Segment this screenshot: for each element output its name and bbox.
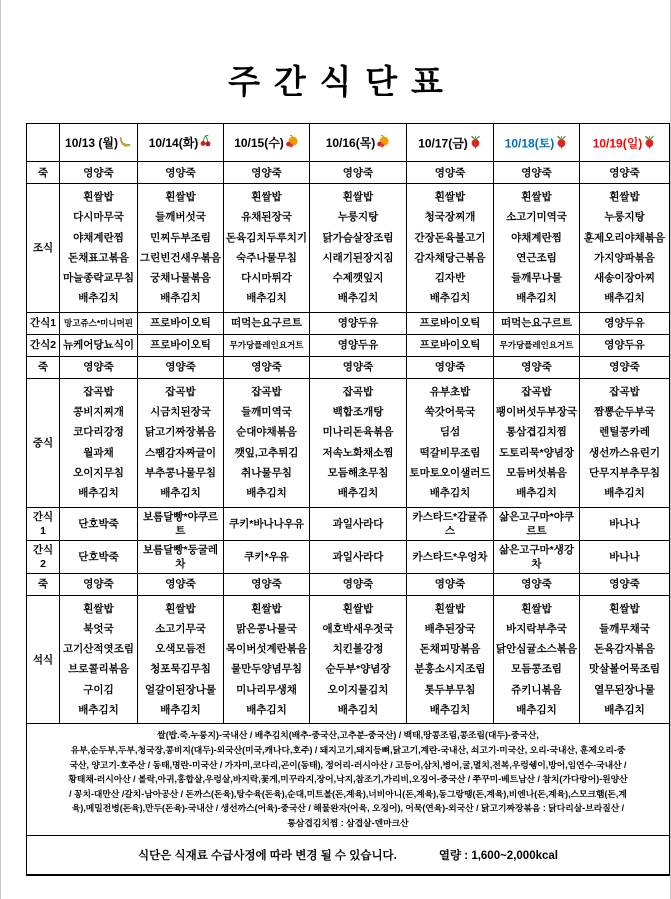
origin-info-line: 쌀(밥.죽.누룽지)-국내산 / 배추김치(배추-중국산,고추분-중국산) / 백태,땅콩조림,콩조림(대두)-중국산,: [157, 730, 539, 741]
menu-cell: 과일사라다: [310, 507, 407, 540]
origin-info-line: 육),메밀전병(돈육),만두(돈육)-국내산 / 생선까스(어육)-중국산 / 해물완자(어육, 오징어), 어묵(연육)-외국산 / 닭고기짜장볶음 : 닭다리살-브라질산 /: [71, 803, 625, 814]
row-label: 중식: [27, 378, 60, 507]
menu-cell: 영양죽: [224, 573, 310, 595]
date-header-6: [580, 124, 670, 162]
date-label: 10/17(금): [418, 136, 468, 150]
radish-icon: [555, 134, 568, 152]
origin-info-line: 유부,순두부,두부,청국장,콩비지(대두)-외국산(미국,캐나다,호주) / 돼지고기,돼지등뼈,닭고기,계란-국내산, 쇠고기-미국산, 오리-국내산, 훈제오리-중: [70, 744, 626, 755]
menu-item: 유채된장국: [241, 211, 292, 224]
menu-item: 흰쌀밥: [165, 602, 196, 615]
menu-item: 도토리묵*양념장: [498, 446, 575, 459]
menu-cell: 영양죽: [580, 356, 670, 378]
menu-item: 모듬콩조림: [511, 663, 562, 676]
menu-item: 팽이버섯두부장국: [495, 406, 578, 419]
menu-cell: 카스타드*감귤쥬스: [407, 507, 494, 540]
menu-item: 다시마튀각: [241, 272, 292, 285]
menu-cell: 떠먹는요구르트: [224, 312, 310, 334]
origin-info-line: 황태채-러시아산 / 볼락,아귀,홍합살,우렁살,바지락,꽃게,미꾸라지,장어,낙지,참조기,가리비,오징어-중국산 / 쭈꾸미-베트남산 / 참치(가다랑어)-원양산: [68, 774, 628, 785]
menu-item: 민찌두부조림: [150, 231, 211, 244]
menu-cell: 영양두유: [580, 312, 670, 334]
origin-info-line: 통삼겹김치찜 : 삼겹살-덴마크산: [287, 817, 409, 828]
menu-item: 흰쌀밥: [83, 602, 114, 615]
menu-cell: 프로바이오틱: [138, 312, 224, 334]
menu-item: 흰쌀밥: [83, 191, 114, 203]
page-title: 주간식단표: [228, 63, 457, 100]
menu-item: 흰쌀밥: [342, 191, 374, 203]
menu-item: 미나리돈육볶음: [322, 426, 394, 439]
date-header-row: [27, 124, 670, 162]
menu-cell: 바나나: [580, 507, 670, 540]
menu-item: 얼갈이된장나물: [144, 683, 216, 696]
menu-item: 야채계란찜: [73, 231, 124, 244]
menu-item: 바지락부추국: [506, 622, 567, 635]
menu-item: 배추김치: [516, 292, 557, 305]
menu-item: 배추김치: [604, 487, 645, 500]
row-label: 간식1: [27, 507, 60, 540]
menu-item: 순두부*양념장: [325, 663, 391, 676]
menu-cell: 무가당플레인요거트: [494, 334, 580, 356]
menu-item: 들깨무채국: [599, 622, 650, 635]
meal-plan-table: [26, 123, 670, 876]
cherry-icon: [199, 134, 212, 151]
meal-row-중식-5: [27, 378, 670, 507]
origin-info-line: 국산, 양고기-호주산 / 동태,명란-미국산 / 가자미,코다리,곤이(동태), 정어리-러시아산 / 고등어,삼치,병어,굴,멸치,전복,우렁쉥이,방어,임연수-국내산 /: [69, 759, 627, 770]
menu-item: 흰쌀밥: [342, 602, 374, 615]
menu-item: 고기산적엿조림: [62, 643, 134, 656]
menu-cell: 영양죽: [60, 573, 138, 595]
date-label: 10/14(화): [148, 136, 199, 150]
menu-cell: [138, 595, 224, 724]
menu-item: 생선까스유린기: [588, 446, 660, 459]
date-label: 10/16(목): [325, 136, 376, 150]
menu-item: 저속노화채소찜: [322, 446, 394, 459]
menu-item: 소고기무국: [155, 622, 206, 635]
menu-item: 북엇국: [83, 622, 114, 635]
menu-item: 잡곡밥: [83, 385, 114, 398]
menu-item: 오색모듬전: [155, 643, 206, 656]
menu-item: 배추김치: [337, 292, 379, 305]
menu-cell: 떠먹는요구르트: [494, 312, 580, 334]
menu-item: 잡곡밥: [165, 385, 196, 398]
menu-cell: [580, 378, 670, 507]
menu-cell: [494, 378, 580, 507]
menu-item: 흰쌀밥: [521, 602, 552, 615]
menu-cell: [310, 184, 407, 313]
menu-cell: 영양죽: [580, 573, 670, 595]
menu-item: 흰쌀밥: [434, 602, 466, 615]
menu-cell: 영양죽: [224, 162, 310, 184]
meal-plan-page: [1, 0, 670, 876]
menu-item: 월과채: [83, 446, 114, 459]
menu-cell: 영양두유: [580, 334, 670, 356]
menu-item: 잡곡밥: [609, 385, 640, 398]
menu-cell: [60, 184, 138, 313]
menu-item: 코다리강정: [73, 426, 124, 439]
menu-cell: 영양죽: [407, 356, 494, 378]
menu-item: 물만두양념무침: [230, 663, 302, 676]
menu-item: 돈채피망볶음: [419, 643, 481, 656]
menu-cell: [60, 595, 138, 724]
menu-item: 훈제오리야채볶음: [583, 231, 666, 244]
menu-cell: 망고쥬스*미니머핀: [60, 312, 138, 334]
menu-item: 치킨볼강정: [332, 643, 384, 656]
menu-item: 배추김치: [78, 292, 119, 305]
date-label: 10/15(수): [234, 136, 284, 150]
menu-cell: 단호박죽: [60, 507, 138, 540]
row-label: 간식2: [27, 540, 60, 573]
menu-cell: 영양죽: [138, 162, 224, 184]
menu-cell: [224, 595, 310, 724]
change-notice-text: 식단은 식재료 수급사정에 따라 변경 될 수 있습니다.: [138, 849, 397, 862]
menu-cell: 영양죽: [407, 573, 494, 595]
date-header-5: [494, 124, 580, 162]
menu-item: 청포묵김무침: [150, 663, 211, 676]
row-label: 죽: [27, 356, 60, 378]
menu-cell: [138, 184, 224, 313]
menu-item: 구이김: [83, 683, 114, 696]
meal-row-간식1-6: [27, 507, 670, 540]
row-label: 조식: [27, 184, 60, 313]
menu-cell: 프로바이오틱: [407, 334, 494, 356]
menu-item: 떡갈비무조림: [419, 446, 481, 459]
menu-cell: 단호박죽: [60, 540, 138, 573]
menu-item: 흰쌀밥: [251, 191, 282, 203]
menu-item: 잡곡밥: [521, 385, 552, 398]
menu-item: 배추김치: [604, 704, 645, 717]
calories-text: 열량 : 1,600~2,000kcal: [438, 849, 558, 862]
menu-item: 궁채나물볶음: [150, 272, 211, 285]
menu-item: 딤섬: [439, 426, 461, 439]
menu-item: 배추김치: [160, 704, 201, 717]
menu-item: 모듬해초무침: [327, 466, 389, 479]
menu-item: 숙주나물무침: [236, 251, 297, 264]
menu-cell: 카스타드*우엉차: [407, 540, 494, 573]
menu-cell: 영양죽: [494, 162, 580, 184]
menu-item: 가지양파볶음: [594, 251, 655, 264]
menu-item: 청국장찌개: [424, 211, 476, 224]
menu-item: 스팸감자짜글이: [144, 446, 216, 459]
menu-item: 모듬버섯볶음: [506, 466, 567, 479]
menu-item: 배추김치: [337, 704, 379, 717]
row-label: 석식: [27, 595, 60, 724]
menu-item: 돈육감자볶음: [594, 643, 655, 656]
menu-item: 마늘종락교무침: [62, 272, 134, 285]
menu-item: 누룽지탕: [337, 211, 379, 224]
menu-cell: 바나나: [580, 540, 670, 573]
menu-item: 돈채표고볶음: [68, 251, 129, 264]
menu-cell: [407, 184, 494, 313]
menu-item: 맑은콩나물국: [236, 622, 297, 635]
menu-item: 배추김치: [429, 704, 471, 717]
menu-cell: 쿠키*우유: [224, 540, 310, 573]
menu-item: 오이지물김치: [327, 683, 389, 696]
menu-item: 수제깻잎지: [332, 272, 384, 285]
menu-item: 열무된장나물: [594, 683, 655, 696]
menu-item: 흰쌀밥: [609, 191, 640, 203]
menu-item: 돈육김치두루치기: [225, 231, 308, 244]
menu-cell: 영양죽: [224, 356, 310, 378]
menu-item: 배추김치: [516, 704, 557, 717]
menu-cell: 삶은고구마*야쿠르트: [494, 507, 580, 540]
menu-item: 배추김치: [604, 292, 645, 305]
menu-cell: 프로바이오틱: [407, 312, 494, 334]
menu-item: 배추김치: [429, 487, 471, 500]
meal-row-죽-0: [27, 162, 670, 184]
menu-item: 흰쌀밥: [521, 191, 552, 203]
menu-item: 배추김치: [160, 292, 201, 305]
date-header-4: [407, 124, 494, 162]
menu-item: 배추김치: [78, 487, 119, 500]
menu-item: 연근조림: [516, 251, 557, 264]
menu-cell: [310, 595, 407, 724]
menu-item: 배추김치: [246, 487, 287, 500]
menu-item: 순대야채볶음: [236, 426, 297, 439]
menu-item: 배추된장국: [424, 622, 476, 635]
menu-item: 들깨버섯국: [155, 211, 206, 224]
menu-cell: 영양죽: [580, 162, 670, 184]
menu-cell: [407, 378, 494, 507]
date-label: 10/13 (월): [65, 136, 118, 150]
date-header-2: [224, 124, 310, 162]
menu-cell: [494, 184, 580, 313]
menu-item: 흰쌀밥: [434, 191, 466, 203]
menu-cell: 영양두유: [310, 312, 407, 334]
menu-cell: 영양죽: [494, 356, 580, 378]
menu-item: 닭고기짜장볶음: [144, 426, 216, 439]
menu-item: 단무지부추무침: [588, 466, 660, 479]
date-header-3: [310, 124, 407, 162]
radish-icon: [469, 134, 482, 152]
fruit-icon: [376, 134, 390, 151]
menu-cell: [60, 378, 138, 507]
menu-item: 렌틸콩카레: [599, 426, 650, 439]
menu-cell: 과일사라다: [310, 540, 407, 573]
menu-item: 닭안심귤소스볶음: [495, 643, 578, 656]
menu-item: 잡곡밥: [251, 385, 282, 398]
menu-cell: [224, 378, 310, 507]
menu-item: 콩비지찌개: [73, 406, 124, 419]
menu-cell: 영양죽: [60, 356, 138, 378]
date-label: 10/19(일): [592, 136, 643, 150]
date-header-0: [60, 124, 138, 162]
menu-cell: 영양죽: [138, 573, 224, 595]
menu-cell: 뉴케어당뇨식이: [60, 334, 138, 356]
menu-item: 쑥갓어묵국: [424, 406, 476, 419]
menu-cell: [580, 184, 670, 313]
menu-cell: 삶은고구마*생강차: [494, 540, 580, 573]
menu-item: 새송이장아찌: [594, 272, 655, 285]
date-header-1: [138, 124, 224, 162]
menu-item: 소고기미역국: [506, 211, 567, 224]
menu-cell: [580, 595, 670, 724]
menu-item: 토마토오이샐러드: [409, 466, 491, 479]
menu-item: 흰쌀밥: [609, 602, 640, 615]
meal-row-죽-4: [27, 356, 670, 378]
origin-info-row: [27, 724, 670, 835]
menu-cell: 영양죽: [310, 573, 407, 595]
menu-item: 시금치된장국: [150, 406, 211, 419]
menu-item: 톳두부무침: [424, 683, 476, 696]
menu-item: 배추김치: [516, 487, 557, 500]
menu-item: 분홍소시지조림: [414, 663, 486, 676]
menu-item: 김자반: [434, 272, 466, 285]
origin-info-line: / 꽁치-대만산 /갈치-남아공산 / 돈까스(돈육),탕수육(돈육),순대,미트볼(돈,계육),너비아니(돈,계육),동그랑땡(돈,계육),비엔나(돈,계육),스모크햄(돈,계: [69, 788, 627, 799]
banana-icon: [119, 135, 132, 151]
menu-item: 배추김치: [246, 292, 287, 305]
menu-cell: 영양죽: [310, 162, 407, 184]
menu-item: 잡곡밥: [342, 385, 374, 398]
menu-cell: [494, 595, 580, 724]
row-label: 간식1: [27, 312, 60, 334]
menu-cell: 보름달빵*둥굴레차: [138, 540, 224, 573]
menu-item: 유부초밥: [429, 385, 471, 398]
menu-cell: 무가당플레인요거트: [224, 334, 310, 356]
menu-cell: 쿠키*바나나우유: [224, 507, 310, 540]
menu-item: 그린빈건새우볶음: [139, 251, 222, 264]
menu-item: 깻잎,고추튀김: [234, 446, 299, 459]
meal-row-간식2-7: [27, 540, 670, 573]
meal-row-조식-1: [27, 184, 670, 313]
row-label: 죽: [27, 162, 60, 184]
menu-item: 누룽지탕: [604, 211, 645, 224]
menu-cell: 영양죽: [60, 162, 138, 184]
menu-cell: [138, 378, 224, 507]
menu-item: 오이지무침: [73, 466, 124, 479]
menu-item: 쥬키니볶음: [511, 683, 562, 696]
menu-item: 닭가슴살장조림: [322, 231, 394, 244]
origin-info-cell: [27, 724, 670, 835]
menu-item: 들깨미역국: [241, 406, 292, 419]
menu-item: 목이버섯계란볶음: [225, 643, 308, 656]
menu-item: 배추김치: [337, 487, 379, 500]
menu-cell: 영양죽: [407, 162, 494, 184]
meal-row-죽-8: [27, 573, 670, 595]
menu-cell: 영양죽: [494, 573, 580, 595]
menu-cell: [224, 184, 310, 313]
menu-item: 미나리무생채: [236, 683, 297, 696]
menu-item: 흰쌀밥: [251, 602, 282, 615]
menu-cell: 보름달빵*야쿠르트: [138, 507, 224, 540]
menu-cell: [310, 378, 407, 507]
meal-row-간식2-3: [27, 334, 670, 356]
menu-cell: 영양죽: [138, 356, 224, 378]
footer-note-row: [27, 835, 670, 875]
menu-item: 감자채당근볶음: [414, 251, 486, 264]
menu-item: 백합조개탕: [332, 406, 384, 419]
menu-item: 부추콩나물무침: [144, 466, 216, 479]
footer-note: [29, 847, 667, 863]
menu-item: 브로콜리볶음: [68, 663, 129, 676]
row-label: 죽: [27, 573, 60, 595]
menu-cell: [407, 595, 494, 724]
fruit-icon: [285, 134, 299, 151]
menu-cell: 프로바이오틱: [138, 334, 224, 356]
menu-item: 짬뽕순두부국: [594, 406, 655, 419]
menu-item: 맛살볼어묵조림: [588, 663, 660, 676]
meal-row-간식1-2: [27, 312, 670, 334]
date-label: 10/18(토): [504, 136, 555, 150]
menu-item: 흰쌀밥: [165, 191, 196, 203]
menu-item: 시래기된장지짐: [322, 251, 394, 264]
corner-cell: [27, 124, 60, 162]
menu-item: 배추김치: [78, 704, 119, 717]
menu-item: 야채계란찜: [511, 231, 562, 244]
menu-cell: 영양죽: [310, 356, 407, 378]
menu-item: 다시마무국: [73, 211, 124, 224]
menu-item: 애호박새우젓국: [322, 622, 394, 635]
radish-icon: [643, 134, 656, 152]
menu-item: 들깨무나물: [511, 272, 562, 285]
menu-item: 배추김치: [160, 487, 201, 500]
row-label: 간식2: [27, 334, 60, 356]
menu-cell: 영양두유: [310, 334, 407, 356]
meal-row-석식-9: [27, 595, 670, 724]
menu-item: 통삼겹김치찜: [506, 426, 567, 439]
menu-item: 취나물무침: [241, 466, 292, 479]
menu-item: 배추김치: [429, 292, 471, 305]
menu-item: 간장돈육불고기: [414, 231, 486, 244]
menu-item: 배추김치: [246, 704, 287, 717]
